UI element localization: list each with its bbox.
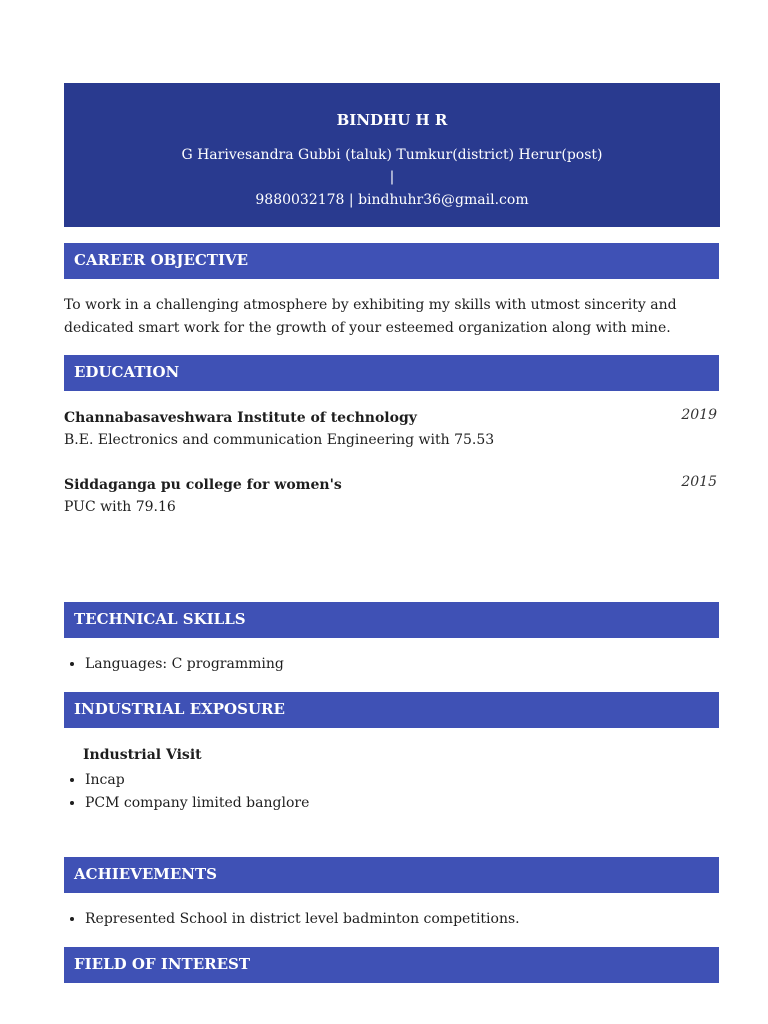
industrial-visit-subtitle: Industrial Visit: [83, 747, 202, 763]
education-detail: B.E. Electronics and communication Engineering with 75.53: [64, 432, 495, 448]
section-title-field-of-interest: FIELD OF INTEREST: [64, 947, 719, 983]
education-detail: PUC with 79.16: [64, 499, 176, 515]
list-item: • PCM company limited banglore: [85, 792, 309, 815]
achievements-list: [64, 908, 520, 931]
education-institution: Siddaganga pu college for women's: [64, 477, 342, 493]
section-title-industrial-exposure: INDUSTRIAL EXPOSURE: [64, 692, 719, 728]
education-year: 2015: [681, 474, 717, 490]
section-title-technical-skills: TECHNICAL SKILLS: [64, 602, 719, 638]
career-objective-line-1: To work in a challenging atmosphere by exhibiting my skills with utmost sincerity and: [64, 297, 677, 313]
candidate-contact: 9880032178 | bindhuhr36@gmail.com: [255, 192, 529, 208]
resume-header: [64, 83, 720, 227]
header-separator: |: [389, 169, 395, 185]
section-title-career-objective: CAREER OBJECTIVE: [64, 243, 719, 279]
candidate-name: BINDHU H R: [336, 111, 448, 129]
section-title-education: EDUCATION: [64, 355, 719, 391]
education-institution: Channabasaveshwara Institute of technology: [64, 410, 417, 426]
section-title-achievements: ACHIEVEMENTS: [64, 857, 719, 893]
industrial-visit-list: [64, 769, 309, 815]
list-item: • Incap: [85, 769, 309, 792]
candidate-address: G Harivesandra Gubbi (taluk) Tumkur(district) Herur(post): [181, 147, 603, 163]
education-year: 2019: [681, 407, 717, 423]
career-objective-line-2: dedicated smart work for the growth of your esteemed organization along with mine.: [64, 320, 671, 336]
list-item: • Represented School in district level badminton competitions.: [85, 908, 520, 931]
list-item: • Languages: C programming: [85, 653, 284, 676]
technical-skills-list: [64, 653, 284, 676]
